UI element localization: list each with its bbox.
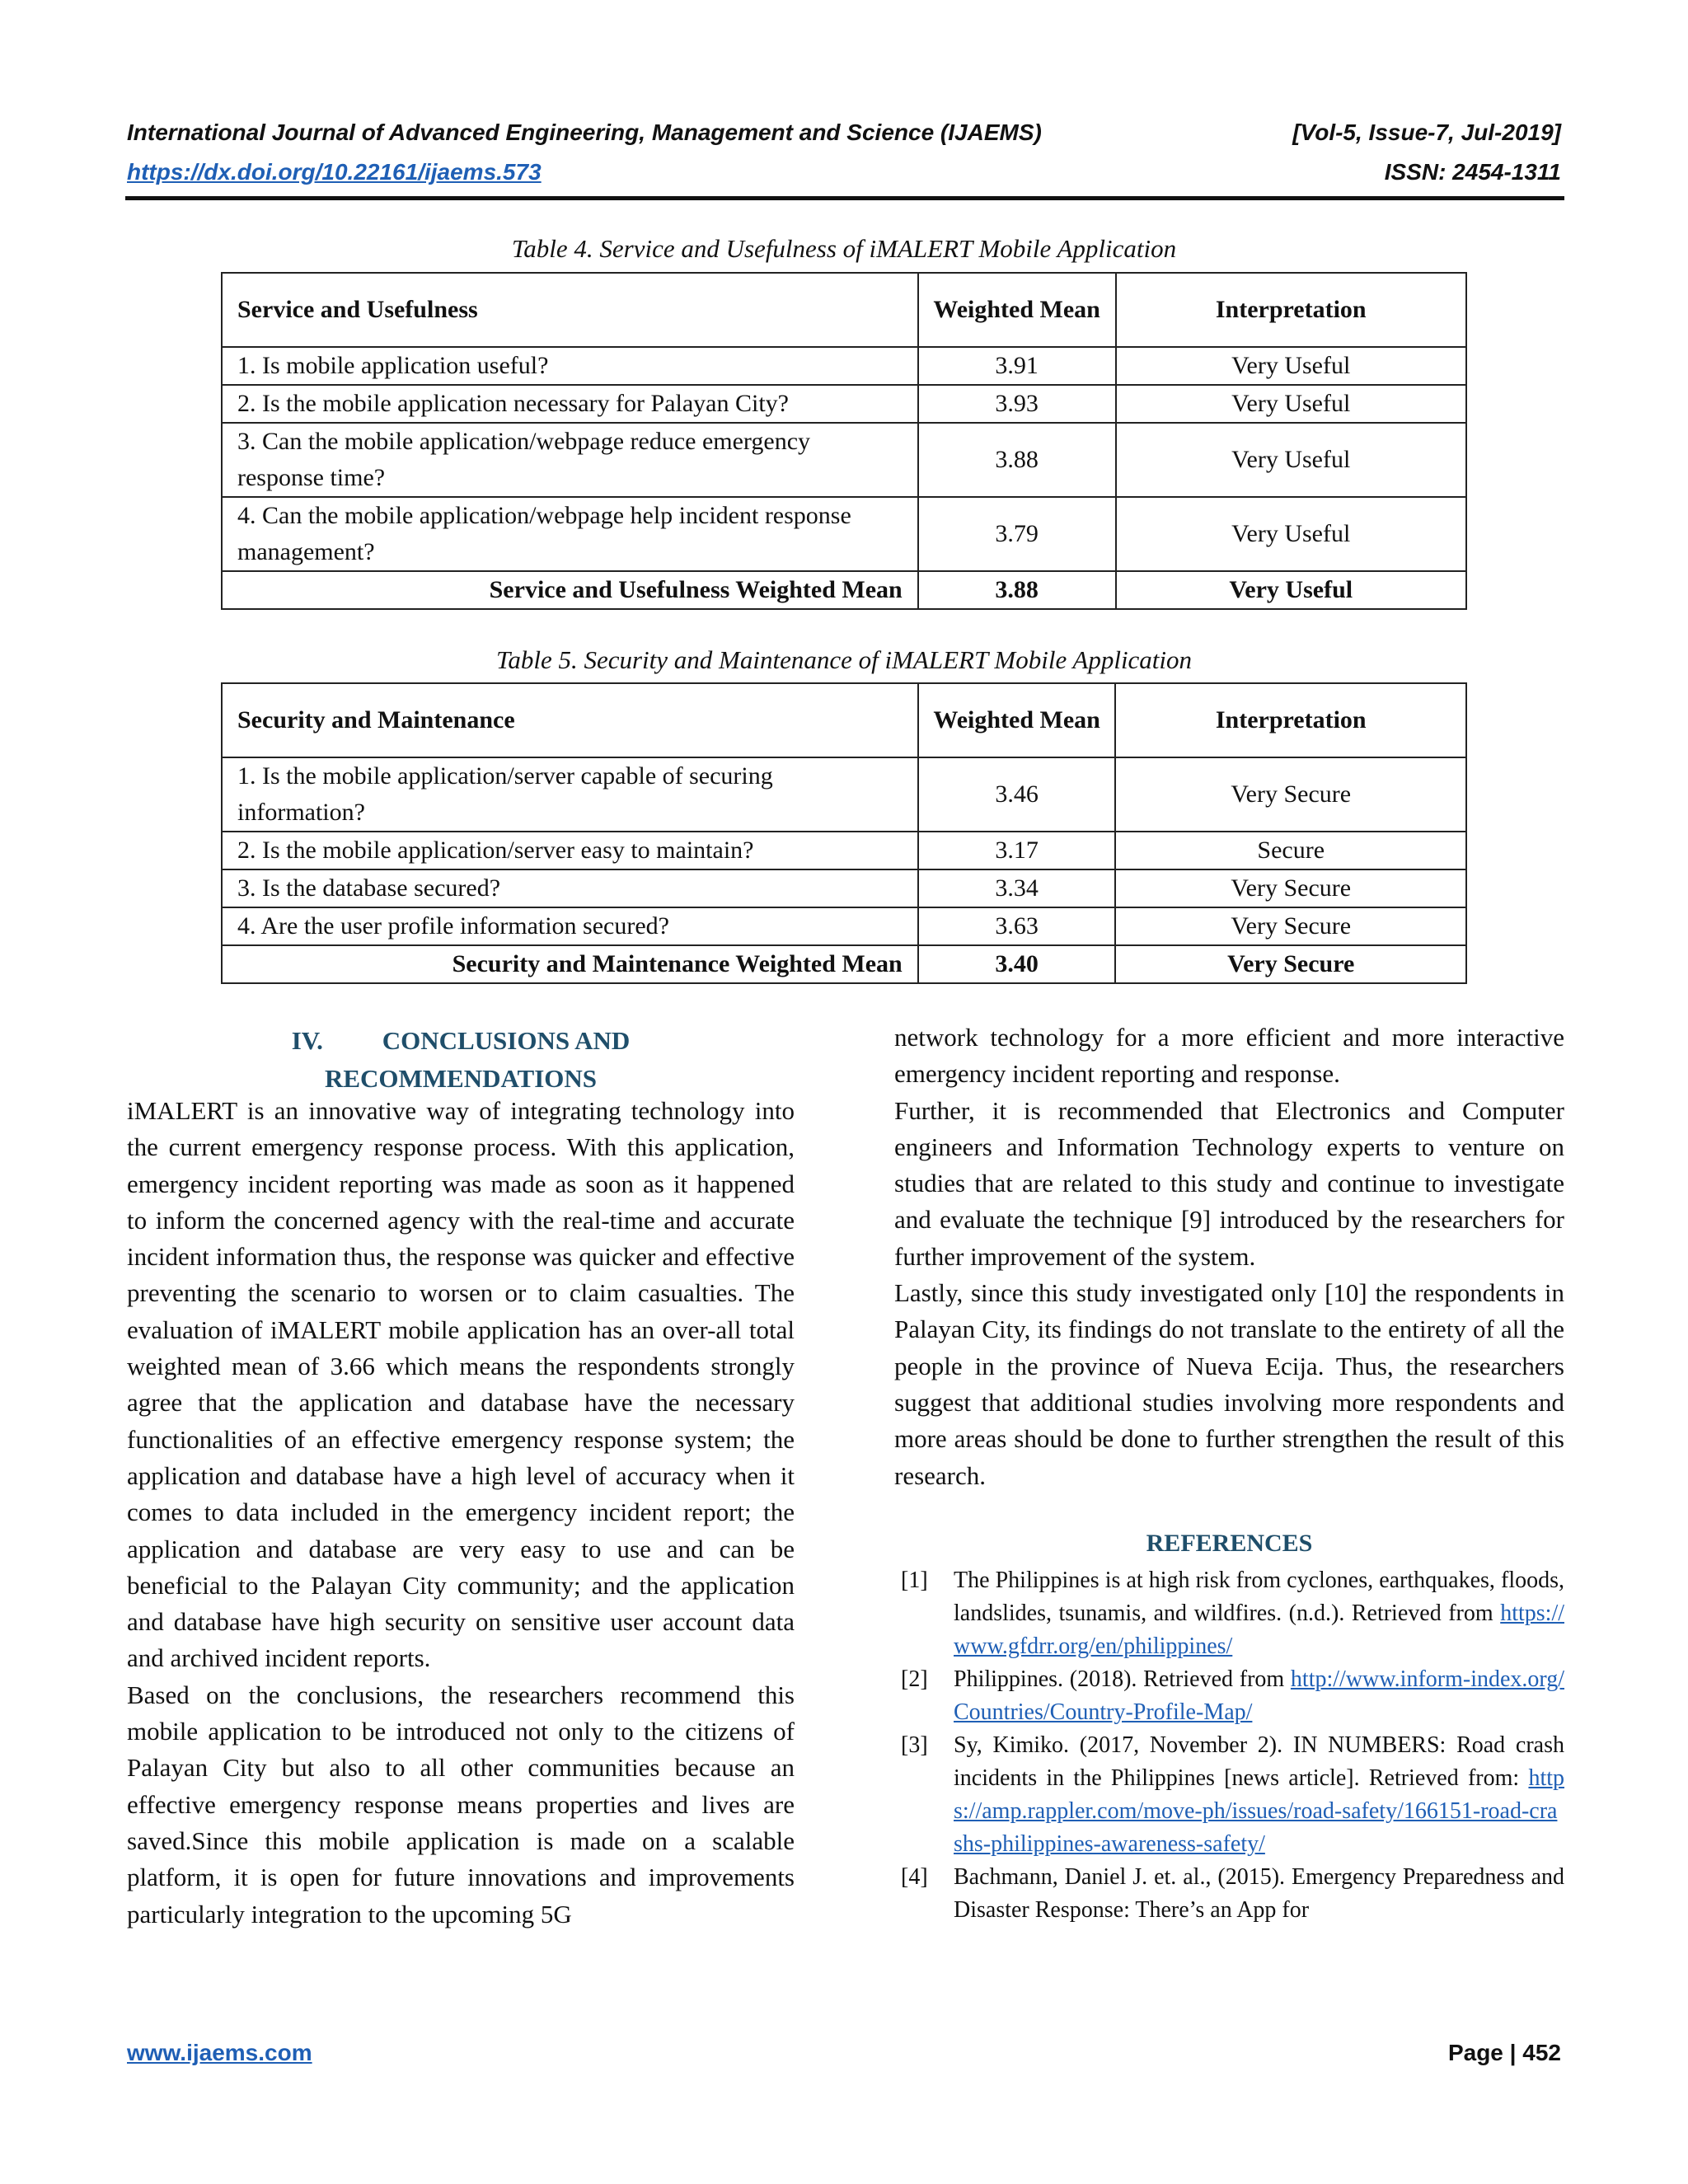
table-row bbox=[222, 347, 1466, 385]
table-cell: 3.46 bbox=[918, 757, 1116, 832]
table-cell: 3.17 bbox=[918, 832, 1116, 869]
column-header: Security and Maintenance bbox=[222, 683, 918, 757]
section-number: IV. bbox=[291, 1026, 323, 1055]
table-cell: 1. Is mobile application useful? bbox=[222, 347, 918, 385]
column-header: Interpretation bbox=[1115, 683, 1466, 757]
column-header: Service and Usefulness bbox=[222, 273, 918, 347]
section-heading bbox=[127, 1022, 795, 1098]
table-cell: 3. Is the database secured? bbox=[222, 869, 918, 907]
reference-text: Philippines. (2018). Retrieved from bbox=[954, 1666, 1291, 1692]
table-cell: 3.93 bbox=[918, 385, 1116, 423]
recommendation-paragraph-3: Lastly, since this study investigated only [10] the respondents in Palayan City, its findings do not translate to the entirety of all the people in the province of Nueva Ecija. Thus, the researchers suggest that additional studies involving more respondents and more areas should be done to further strengthen the result of this research. bbox=[894, 1278, 1564, 1490]
footer-website-link[interactable]: www.ijaems.com bbox=[127, 2040, 312, 2065]
table-cell: Secure bbox=[1115, 832, 1466, 869]
table5 bbox=[221, 682, 1467, 984]
table-total-row bbox=[222, 571, 1466, 609]
table-row bbox=[222, 907, 1466, 945]
total-value: 3.40 bbox=[918, 945, 1116, 983]
table-cell: Very Useful bbox=[1116, 497, 1467, 571]
total-label: Security and Maintenance Weighted Mean bbox=[222, 945, 918, 983]
table-cell: 3.79 bbox=[918, 497, 1116, 571]
issn: ISSN: 2454-1311 bbox=[1384, 159, 1561, 185]
table-row bbox=[222, 385, 1466, 423]
total-label: Service and Usefulness Weighted Mean bbox=[222, 571, 918, 609]
table-row bbox=[222, 497, 1466, 571]
volume-issue: [Vol-5, Issue-7, Jul-2019] bbox=[1292, 120, 1561, 145]
table-row bbox=[222, 869, 1466, 907]
table-cell: 1. Is the mobile application/server capable of securing information? bbox=[222, 757, 918, 832]
section-heading-line1 bbox=[127, 1022, 795, 1060]
total-value: 3.88 bbox=[918, 571, 1116, 609]
reference-link[interactable]: http://www.inform-index.org/Countries/Country-Profile-Map/ bbox=[954, 1666, 1564, 1725]
reference-number: [3] bbox=[901, 1732, 928, 1758]
reference-item bbox=[894, 1861, 1564, 1927]
reference-number: [1] bbox=[901, 1568, 928, 1593]
table-cell: Very Useful bbox=[1116, 347, 1467, 385]
column-header: Weighted Mean bbox=[918, 273, 1116, 347]
recommendation-paragraph-2: Further, it is recommended that Electronics and Computer engineers and Information Technology experts to venture on studies that are related to this study and continue to investigate and evaluate the technique [9] introduced by the researchers for further improvement of the system. bbox=[894, 1095, 1564, 1271]
page-number: Page | 452 bbox=[1447, 2040, 1561, 2065]
table-cell: 2. Is the mobile application/server easy to maintain? bbox=[222, 832, 918, 869]
table-cell: Very Useful bbox=[1116, 385, 1467, 423]
table-cell: Very Secure bbox=[1115, 757, 1466, 832]
table-header-row bbox=[222, 683, 1466, 757]
reference-number: [2] bbox=[901, 1666, 928, 1692]
column-header: Weighted Mean bbox=[918, 683, 1116, 757]
doi-link[interactable]: https://dx.doi.org/10.22161/ijaems.573 bbox=[127, 159, 542, 185]
left-column bbox=[127, 1093, 795, 1933]
table-total-row bbox=[222, 945, 1466, 983]
table-cell: 2. Is the mobile application necessary for Palayan City? bbox=[222, 385, 918, 423]
table4-caption: Table 4. Service and Usefulness of iMALERT Mobile Application bbox=[511, 234, 1177, 263]
section-title-part1: CONCLUSIONS AND bbox=[382, 1026, 631, 1055]
table-cell: 3.34 bbox=[918, 869, 1116, 907]
table-cell: 3.91 bbox=[918, 347, 1116, 385]
right-column bbox=[894, 1019, 1564, 1494]
table-cell: 3.88 bbox=[918, 423, 1116, 497]
table-row bbox=[222, 757, 1466, 832]
reference-link[interactable]: https://amp.rappler.com/move-ph/issues/road-safety/166151-road-crashs-philippines-awareness-safety/ bbox=[954, 1765, 1564, 1857]
header-rule bbox=[125, 196, 1564, 200]
section-title-part2: RECOMMENDATIONS bbox=[324, 1064, 598, 1093]
table-cell: Very Secure bbox=[1115, 907, 1466, 945]
table-cell: 4. Are the user profile information secured? bbox=[222, 907, 918, 945]
reference-text: Sy, Kimiko. (2017, November 2). IN NUMBERS: Road crash incidents in the Philippines [news article]. Retrieved from: bbox=[954, 1732, 1564, 1791]
table-cell: 4. Can the mobile application/webpage help incident response management? bbox=[222, 497, 918, 571]
total-interpretation: Very Useful bbox=[1116, 571, 1467, 609]
references-heading: REFERENCES bbox=[1146, 1530, 1313, 1557]
reference-item bbox=[894, 1729, 1564, 1861]
reference-item bbox=[894, 1663, 1564, 1729]
table-cell: Very Useful bbox=[1116, 423, 1467, 497]
reference-text: The Philippines is at high risk from cyclones, earthquakes, floods, landslides, tsunamis, and wildfires. (n.d.). Retrieved from bbox=[954, 1568, 1564, 1626]
reference-number: [4] bbox=[901, 1864, 928, 1890]
table5-caption: Table 5. Security and Maintenance of iMALERT Mobile Application bbox=[495, 645, 1193, 674]
paragraph-continued: network technology for a more efficient and more interactive emergency incident reporting and response. bbox=[894, 1023, 1564, 1089]
column-header: Interpretation bbox=[1116, 273, 1467, 347]
table-cell: Very Secure bbox=[1115, 869, 1466, 907]
reference-link[interactable]: https://www.gfdrr.org/en/philippines/ bbox=[954, 1601, 1564, 1659]
table-row bbox=[222, 423, 1466, 497]
table-cell: 3. Can the mobile application/webpage reduce emergency response time? bbox=[222, 423, 918, 497]
journal-title: International Journal of Advanced Engineering, Management and Science (IJAEMS) bbox=[127, 120, 1042, 145]
conclusion-paragraph: iMALERT is an innovative way of integrating technology into the current emergency response process. With this application, emergency incident reporting was made as soon as it happened to inform the concerned agency with the real-time and accurate incident information thus, the response was quicker and effective preventing the scenario to worsen or to claim casualties. The evaluation of iMALERT mobile application has an over-all total weighted mean of 3.66 which means the respondents strongly agree that the application and database have the necessary functionalities of an effective emergency response system; the application and database have a high level of accuracy when it comes to data included in the emergency incident report; the application and database are very easy to use and can be beneficial to the Palayan City community; and the application and database have high security on sensitive user account data and archived incident reports. bbox=[127, 1096, 795, 1673]
reference-item bbox=[894, 1564, 1564, 1663]
total-interpretation: Very Secure bbox=[1115, 945, 1466, 983]
references-list bbox=[894, 1564, 1564, 1927]
table4 bbox=[221, 272, 1467, 610]
reference-text: Bachmann, Daniel J. et. al., (2015). Emergency Preparedness and Disaster Response: There’s an App for bbox=[954, 1864, 1564, 1923]
table-row bbox=[222, 832, 1466, 869]
table-header-row bbox=[222, 273, 1466, 347]
recommendation-paragraph: Based on the conclusions, the researchers recommend this mobile application to be introduced not only to the citizens of Palayan City but also to all other communities because an effective emergency response means properties and lives are saved.Since this mobile application is made on a scalable platform, it is open for future innovations and improvements particularly integration to the upcoming 5G bbox=[127, 1680, 795, 1929]
table-cell: 3.63 bbox=[918, 907, 1116, 945]
